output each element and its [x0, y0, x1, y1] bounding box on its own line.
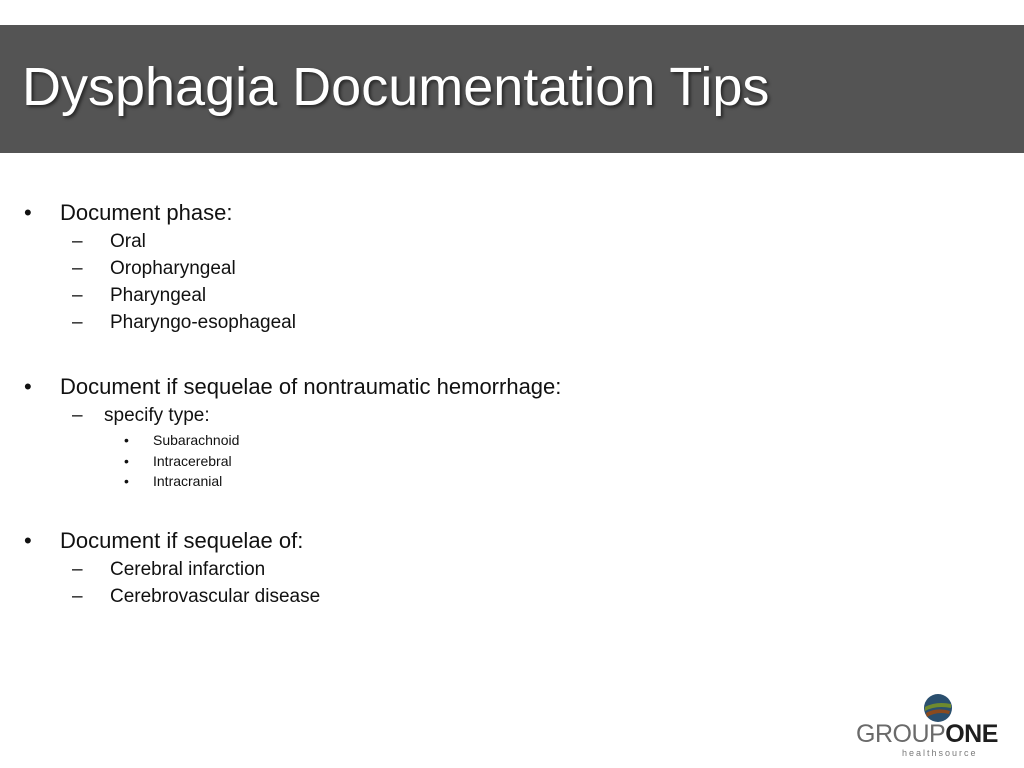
type-subarachnoid: Subarachnoid: [153, 432, 240, 448]
sequela-cerebrovascular-disease: Cerebrovascular disease: [110, 586, 321, 607]
type-intracerebral: Intracerebral: [153, 453, 232, 469]
logo-wordmark: [856, 720, 1018, 748]
dash-marker: –: [72, 405, 83, 426]
dash-marker: –: [72, 312, 83, 333]
dash-marker: –: [72, 285, 83, 306]
logo-tagline: healthsource: [902, 748, 978, 758]
dash-marker: –: [72, 586, 83, 607]
groupone-logo: [856, 690, 1018, 762]
sequela-cerebral-infarction: Cerebral infarction: [110, 559, 266, 580]
section-label-sequelae: Document if sequelae of:: [60, 528, 304, 553]
bullet-marker: •: [24, 374, 32, 399]
specify-type-label: specify type:: [104, 405, 210, 426]
logo-one-text: ONE: [945, 720, 998, 748]
bullet-marker: •: [124, 432, 129, 448]
bullet-marker: •: [124, 473, 129, 489]
phase-oral: Oral: [110, 231, 146, 252]
bullet-marker: •: [24, 200, 32, 225]
phase-oropharyngeal: Oropharyngeal: [110, 258, 236, 279]
logo-group-text: GROUP: [856, 720, 946, 748]
bullet-marker: •: [24, 528, 32, 553]
type-intracranial: Intracranial: [153, 473, 223, 489]
dash-marker: –: [72, 559, 83, 580]
phase-pharyngeal: Pharyngeal: [110, 285, 207, 306]
slide-title: Dysphagia Documentation Tips: [22, 57, 770, 117]
phase-pharyngo-esophageal: Pharyngo-esophageal: [110, 312, 296, 333]
section-label-phase: Document phase:: [60, 200, 233, 225]
dash-marker: –: [72, 258, 83, 279]
bullet-marker: •: [124, 453, 129, 469]
dash-marker: –: [72, 231, 83, 252]
section-label-hemorrhage: Document if sequelae of nontraumatic hemorrhage:: [60, 374, 562, 399]
